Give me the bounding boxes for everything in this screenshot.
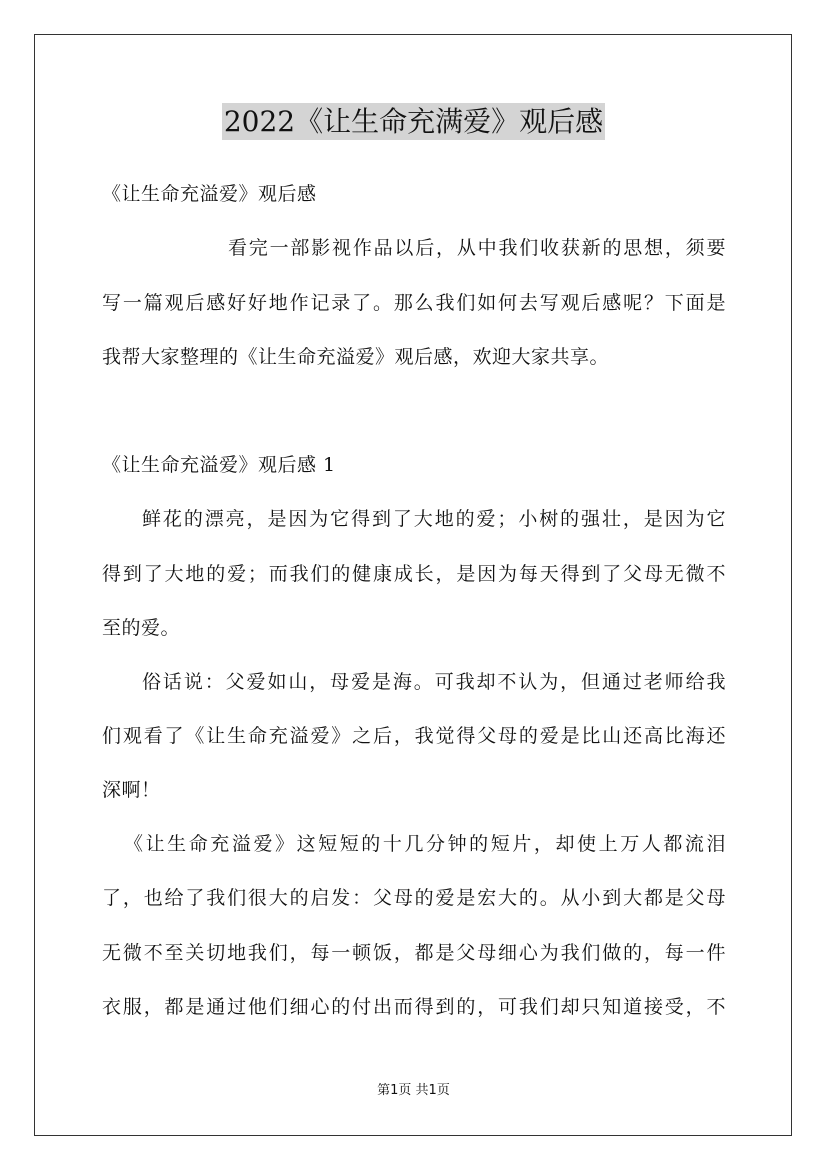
paragraph1-line-2: 得到了大地的爱；而我们的健康成长，是因为每天得到了父母无微不 <box>102 563 726 585</box>
paragraph2-line-1: 俗话说：父爱如山，母爱是海。可我却不认为，但通过老师给我 <box>142 671 726 693</box>
document-title <box>0 100 827 144</box>
intro-line-1: 看完一部影视作品以后，从中我们收获新的思想，须要 <box>228 237 726 259</box>
paragraph3-line-3: 无微不至关切地我们，每一顿饭，都是父母细心为我们做的，每一件 <box>102 942 726 964</box>
section-heading: 《让生命充溢爱》观后感 1 <box>102 454 336 476</box>
paragraph3-line-2: 了，也给了我们很大的启发：父母的爱是宏大的。从小到大都是父母 <box>102 887 726 909</box>
paragraph2-line-3: 深啊！ <box>102 779 161 801</box>
page-footer: 第1页 共1页 <box>377 1083 450 1098</box>
intro-line-3: 我帮大家整理的《让生命充溢爱》观后感，欢迎大家共享。 <box>102 346 610 368</box>
intro-line-2: 写一篇观后感好好地作记录了。那么我们如何去写观后感呢？下面是 <box>102 292 726 314</box>
document-title-text: 2022《让生命充满爱》观后感 <box>223 105 604 138</box>
paragraph2-line-2: 们观看了《让生命充溢爱》之后，我觉得父母的爱是比山还高比海还 <box>102 725 726 747</box>
subtitle: 《让生命充溢爱》观后感 <box>102 183 317 205</box>
paragraph1-line-1: 鲜花的漂亮，是因为它得到了大地的爱；小树的强壮，是因为它 <box>142 508 726 530</box>
paragraph1-line-3: 至的爱。 <box>102 617 181 639</box>
paragraph3-line-1: 《让生命充溢爱》这短短的十几分钟的短片，却使上万人都流泪 <box>124 833 726 855</box>
paragraph3-line-4: 衣服，都是通过他们细心的付出而得到的，可我们却只知道接受，不 <box>102 996 726 1018</box>
